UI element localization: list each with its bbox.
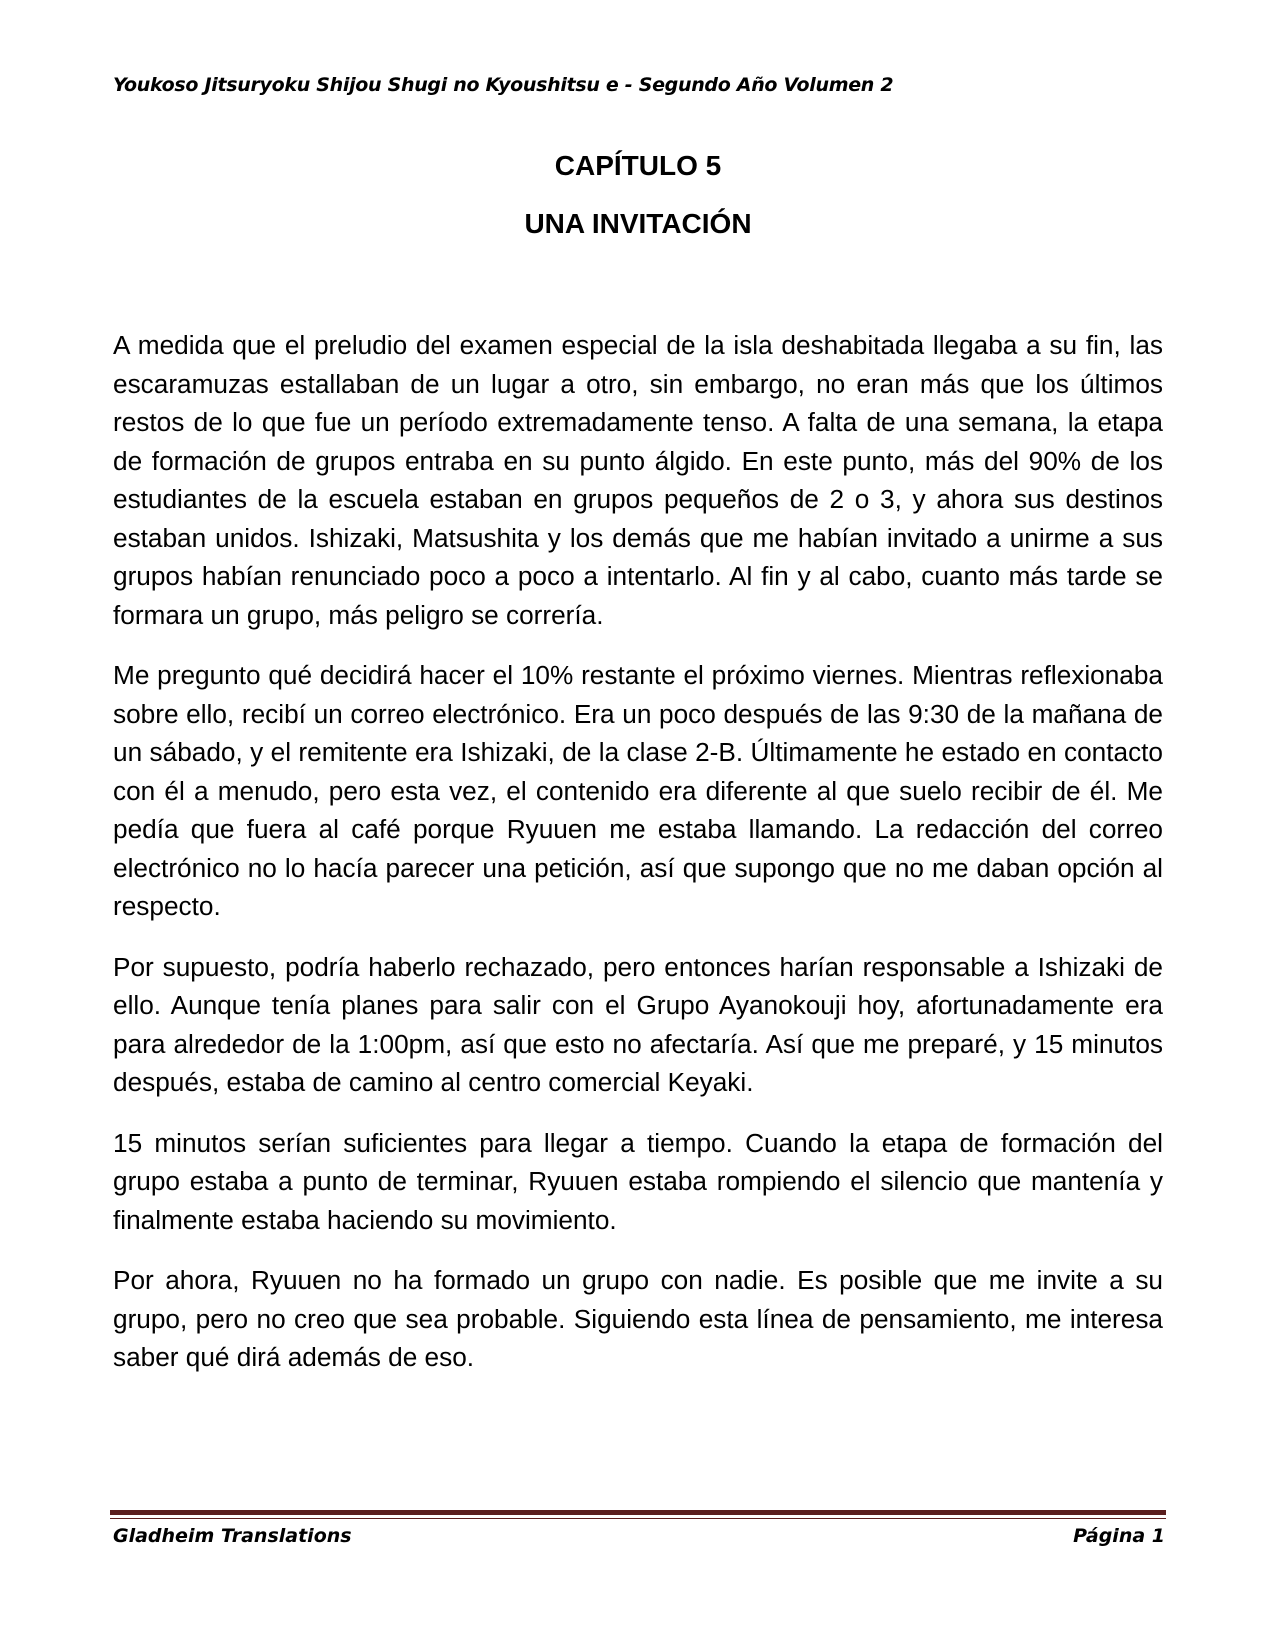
paragraph: 15 minutos serían suficientes para llegar a tiempo. Cuando la etapa de formación del grupo estaba a punto de terminar, Ryuuen estaba rompiendo el silencio que mantenía y finalmente estaba haciendo su movimiento.: [113, 1127, 1163, 1235]
paragraph: Por ahora, Ryuuen no ha formado un grupo con nadie. Es posible que me invite a su grupo, pero no creo que sea probable. Siguiendo esta línea de pensamiento, me interesa saber qué dirá además de eso.: [113, 1265, 1163, 1372]
chapter-number: CAPÍTULO 5: [554, 150, 722, 181]
chapter-title: UNA INVITACIÓN: [524, 208, 752, 239]
chapter-body: [113, 326, 1163, 1399]
paragraph: Me pregunto qué decidirá hacer el 10% restante el próximo viernes. Mientras reflexionaba sobre ello, recibí un correo electrónico. Era un poco después de las 9:30 de la mañana de un sábado, y el remitente era Ishizaki, de la clase 2-B. Últimamente he estado en contacto con él a menudo, pero esta vez, el contenido era diferente al que suelo recibir de él. Me pedía que fuera al café porque Ryuuen me estaba llamando. La redacción del correo electrónico no lo hacía parecer una petición, así que supongo que no me daban opción al respecto.: [113, 660, 1163, 921]
footer-divider-thick: [110, 1510, 1166, 1515]
running-header: Youkoso Jitsuryoku Shijou Shugi no Kyoushitsu e - Segundo Año Volumen 2: [113, 74, 894, 96]
footer-publisher: Gladheim Translations: [113, 1525, 352, 1547]
footer-divider-thin: [110, 1518, 1166, 1519]
paragraph: Por supuesto, podría haberlo rechazado, pero entonces harían responsable a Ishizaki de ello. Aunque tenía planes para salir con el Grupo Ayanokouji hoy, afortunadamente era para alrededor de la 1:00pm, así que esto no afectaría. Así que me preparé, y 15 minutos después, estaba de camino al centro comercial Keyaki.: [113, 951, 1163, 1097]
paragraph: A medida que el preludio del examen especial de la isla deshabitada llegaba a su fin, las escaramuzas estallaban de un lugar a otro, sin embargo, no eran más que los últimos restos de lo que fue un período extremadamente tenso. A falta de una semana, la etapa de formación de grupos entraba en su punto álgido. En este punto, más del 90% de los estudiantes de la escuela estaban en grupos pequeños de 2 o 3, y ahora sus destinos estaban unidos. Ishizaki, Matsushita y los demás que me habían invitado a unirme a sus grupos habían renunciado poco a poco a intentarlo. Al fin y al cabo, cuanto más tarde se formara un grupo, más peligro se correría.: [113, 330, 1163, 630]
footer-page-number: Página 1: [1073, 1525, 1165, 1547]
footer-divider: [110, 1510, 1166, 1519]
